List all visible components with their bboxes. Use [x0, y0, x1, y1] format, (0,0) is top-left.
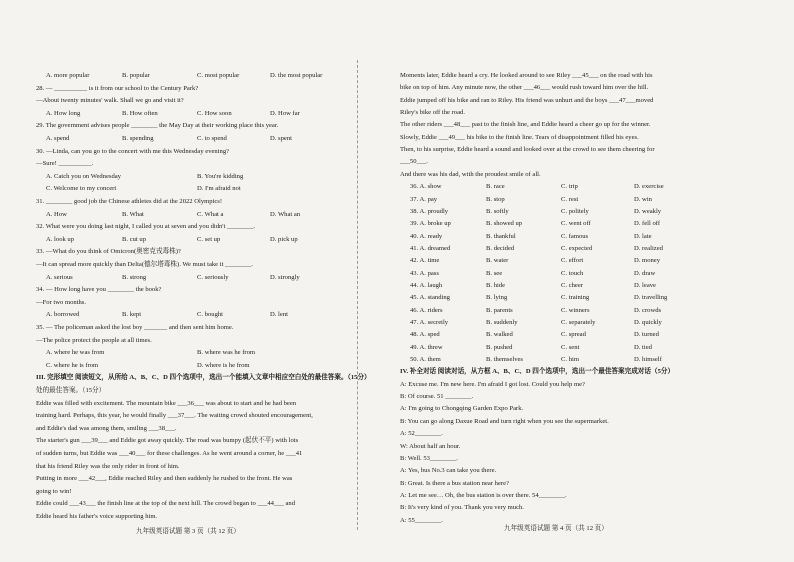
text-line: 处的最佳答案。（15分） [36, 387, 106, 394]
right-line [400, 493, 567, 500]
option-choice: D. travelling [634, 294, 668, 302]
option-choice: D. strongly [270, 273, 300, 281]
text-line: ___50___. [400, 158, 429, 166]
option-choice: C. training [561, 294, 590, 302]
text-line: Riley's bike off the road. [400, 109, 465, 117]
left-line [36, 249, 181, 256]
option-choice: D. the most popular [270, 72, 323, 79]
left-line [36, 413, 313, 420]
option-choice: B. softly [486, 207, 509, 215]
text-line: B: You can go along Daxue Road and turn right when you see the supermarket. [400, 417, 609, 425]
text-line: and Eddie's dad was among them, smiling ___38___. [36, 424, 177, 432]
left-line [36, 149, 229, 156]
option-choice: A. How [46, 210, 67, 218]
option-choice: C. most popular [197, 72, 240, 79]
text-line: B: It's very kind of you. Thank you very much. [400, 504, 524, 512]
option-choice: B. see [486, 269, 503, 277]
text-line: B: Well. 53________. [400, 454, 458, 462]
option-choice: 41. A. dreamed [410, 244, 451, 252]
fold-line [357, 60, 358, 530]
text-line: —For two months. [36, 298, 87, 306]
left-line [36, 161, 93, 168]
text-line: Then, to his surprise, Eddie heard a sound and looked over at the crowd to see them cheering for [400, 146, 655, 154]
option-choice: B. strong [122, 273, 147, 281]
option-choice: C. bought [197, 311, 224, 319]
text-line: IV. 补全对话 阅读对话，从方框 A、B、C、D 四个选项中，选出一个最佳答案完成对话（5分） [400, 368, 675, 376]
right-line [400, 505, 524, 512]
option-choice: D. What an [270, 210, 301, 218]
left-line [36, 401, 296, 408]
option-choice: A. spend [46, 135, 70, 142]
text-line: W: About half an hour. [400, 442, 461, 450]
left-line [36, 426, 177, 433]
right-line [400, 98, 653, 105]
option-choice: B. kept [122, 311, 142, 319]
text-line: 32. What were you doing last night, I called you at seven and you didn't ________. [36, 223, 255, 231]
text-line: And there was his dad, with the proudest smile of all. [400, 170, 541, 178]
option-choice: 38. A. proudly [410, 207, 449, 215]
text-line: III. 完形填空 阅读短文，从所给 A、B、C、D 四个选项中，选出一个能填入文章中相应空白处的最佳答案。（15分） [36, 374, 371, 382]
option-choice: D. spent [270, 135, 292, 142]
text-line: —It can spread more quickly than Delta(德尔塔毒株). We must take it ________. [36, 261, 254, 268]
left-line [36, 224, 255, 231]
option-choice: 48. A. sped [410, 331, 440, 339]
right-line [400, 406, 523, 413]
right-line [400, 394, 473, 401]
right-line [400, 122, 651, 129]
right-line [400, 369, 674, 376]
option-choice: 46. A. riders [410, 306, 443, 314]
option-choice: C. seriously [197, 273, 229, 281]
text-line: going to win! [36, 487, 72, 495]
option-choice: 36. A. show [410, 183, 442, 191]
left-line [36, 338, 152, 345]
option-choice: 50. A. them [410, 356, 441, 364]
right-line [400, 444, 460, 451]
option-choice: C. famous [561, 232, 589, 240]
option-choice: C. winners [561, 306, 590, 314]
text-line: bike on top of him. Any minute now, the other ___46___ would rush toward him over the hill. [400, 84, 649, 92]
text-line: Slowly, Eddie ___49___ his bike to the finish line. Tears of disappointment filled his eyes. [400, 133, 639, 141]
option-choice: A. How long [46, 109, 81, 117]
text-line: The other riders ___48___ past to the finish line, and Eddie heard a cheer go up for the winner. [400, 121, 651, 129]
text-line: B: Of course. 51 ________. [400, 393, 474, 401]
text-line: A: Yes, bus No.3 can take you there. [400, 467, 497, 475]
right-line [400, 110, 465, 117]
text-line: —The police protect the people at all times. [36, 336, 152, 344]
text-line: A: 55________. [400, 516, 443, 524]
right-page-footer: 九年级英语试题 第 4 页（共 12 页） [504, 525, 608, 532]
option-choice: 47. A. secretly [410, 319, 449, 326]
option-choice: B. walked [486, 331, 513, 339]
option-choice: D. late [634, 232, 652, 240]
option-choice: D. draw [634, 269, 656, 277]
option-choice: B. parents [486, 306, 513, 314]
option-choice: C. Welcome to my concert [46, 185, 117, 193]
option-choice: C. expected [561, 244, 593, 252]
text-line: Eddie jumped off his bike and ran to Riley. His friend was unhurt and the boys ___47___moved [400, 96, 654, 104]
option-choice: C. sent [561, 343, 580, 351]
right-line [400, 382, 585, 389]
option-choice: D. turned [634, 331, 659, 339]
option-choice: D. fell off [634, 220, 661, 228]
option-choice: C. to spend [197, 135, 227, 142]
option-choice: B. where was he from [197, 349, 256, 357]
text-line: A: Excuse me. I'm new here. I'm afraid I got lost. Could you help me? [400, 380, 585, 388]
right-page [400, 0, 730, 562]
option-choice: D. exercise [634, 183, 664, 191]
left-line [36, 325, 233, 332]
option-choice: B. suddenly [486, 319, 518, 326]
option-choice: D. tied [634, 343, 652, 351]
option-choice: B. popular [122, 72, 150, 79]
option-choice: 44. A. laugh [410, 281, 443, 289]
option-choice: C. spread [561, 331, 586, 339]
left-line [36, 451, 302, 458]
option-choice: B. spending [122, 135, 154, 142]
right-line [400, 85, 648, 92]
option-choice: D. weakly [634, 207, 662, 215]
text-line: Eddie could ___43___ the finish line at the top of the next hill. The crowd began to ___44___ and [36, 500, 295, 508]
text-line: A: I'm going to Chongqing Garden Expo Park. [400, 405, 524, 413]
option-choice: C. set up [197, 235, 221, 243]
option-choice: C. separately [561, 319, 596, 326]
option-choice: B. thankful [486, 232, 516, 240]
option-choice: B. hide [486, 281, 506, 289]
text-line: 29. The government advises people ________ the May Day at their working place this year. [36, 122, 279, 130]
text-line: B: Great. Is there a bus station near here? [400, 479, 509, 487]
right-line [400, 159, 428, 166]
left-line [36, 199, 222, 206]
left-line [36, 123, 278, 130]
left-line [36, 388, 105, 395]
option-choice: A. borrowed [46, 311, 80, 319]
right-line [400, 419, 609, 426]
option-choice: D. realized [634, 244, 663, 252]
right-line [400, 147, 655, 154]
option-choice: B. themselves [486, 356, 523, 364]
option-choice: A. serious [46, 273, 73, 281]
left-line [36, 501, 295, 508]
text-line: Moments later, Eddie heard a cry. He looked around to see Riley ___45___ on the road with his [400, 72, 653, 79]
option-choice: D. where is he from [197, 361, 250, 369]
left-line [36, 514, 157, 521]
text-line: 31. ________ good job the Chinese athletes did at the 2022 Olympics! [36, 198, 223, 205]
text-line: 35. — The policeman asked the lost boy _______ and then sent him home. [36, 324, 234, 331]
text-line: 33. —What do you think of Omicron(奥密克戎毒株)? [36, 248, 181, 256]
option-choice: B. race [486, 183, 505, 191]
option-choice: 43. A. pass [410, 269, 439, 277]
option-choice: 45. A. standing [410, 294, 450, 302]
option-choice: C. How soon [197, 109, 232, 117]
option-choice: 49. A. threw [410, 343, 443, 351]
option-choice: C. What a [197, 210, 224, 218]
option-choice: B. decided [486, 244, 515, 252]
text-line: Putting in more ___42___, Eddie reached Riley and then suddenly he rushed to the front. He was [36, 475, 293, 483]
option-choice: A. more popular [46, 72, 90, 79]
option-choice: D. lent [270, 311, 288, 319]
right-line [400, 135, 639, 142]
option-choice: 42. A. time [410, 257, 440, 265]
left-line [36, 464, 180, 471]
text-line: 34. — How long have you ________ the book? [36, 286, 162, 294]
option-choice: A. Catch you on Wednesday [46, 172, 121, 180]
text-line: Eddie was filled with excitement. The mountain bike ___36___ was about to start and he had been [36, 399, 297, 407]
text-line: —About twenty minutes' walk. Shall we go and visit it? [36, 97, 184, 105]
right-line [400, 481, 509, 488]
option-choice: B. lying [486, 294, 508, 302]
left-line [36, 86, 198, 93]
option-choice: D. win [634, 195, 652, 203]
text-line: A: 52________. [400, 430, 443, 438]
left-page-footer: 九年级英语试题 第 3 页（共 12 页） [136, 528, 240, 535]
left-line [36, 489, 72, 496]
option-choice: B. pushed [486, 343, 513, 351]
text-line: 28. — __________ is it from our school to the Century Park? [36, 84, 199, 92]
option-choice: A. where he was from [46, 349, 105, 357]
option-choice: B. How often [122, 109, 158, 117]
option-choice: 39. A. broke up [410, 220, 451, 228]
option-choice: B. You're kidding [197, 172, 244, 180]
right-line [400, 172, 541, 179]
option-choice: B. stop [486, 195, 505, 203]
left-line [36, 375, 371, 382]
option-choice: B. showed up [486, 220, 523, 228]
option-choice: C. touch [561, 269, 584, 277]
option-choice: D. leave [634, 281, 656, 289]
option-choice: D. pick up [270, 235, 298, 243]
option-choice: C. cheer [561, 281, 583, 289]
text-line: 30. —Linda, can you go to the concert with me this Wednesday evening? [36, 147, 230, 155]
right-line [400, 73, 653, 80]
option-choice: C. rest [561, 195, 579, 203]
text-line: —Sure! __________. [36, 160, 94, 168]
left-line [36, 98, 184, 105]
option-choice: D. How far [270, 109, 300, 117]
option-choice: C. trip [561, 183, 578, 191]
option-choice: B. water [486, 257, 509, 265]
option-choice: B. cut up [122, 235, 146, 243]
left-line [36, 476, 292, 483]
option-choice: D. money [634, 257, 661, 265]
left-line [36, 438, 298, 445]
option-choice: D. crowds [634, 306, 662, 314]
text-line: of sudden turns, but Eddie was ___40___ for these challenges. As he went around a corner, he ___41 [36, 450, 303, 457]
right-line [400, 456, 458, 463]
option-choice: A. look up [46, 235, 75, 243]
right-line [400, 518, 443, 525]
text-line: The starter's gun ___39___ and Eddie got away quickly. The road was bumpy (起伏不平) with lots [36, 437, 299, 445]
left-line [36, 287, 161, 294]
option-choice: B. What [122, 210, 144, 218]
right-line [400, 431, 443, 438]
option-choice: C. him [561, 356, 579, 364]
option-choice: 40. A. ready [410, 232, 443, 240]
text-line: that his friend Riley was the only rider in front of him. [36, 462, 180, 470]
right-line [400, 468, 496, 475]
option-choice: D. himself [634, 356, 662, 364]
left-line [36, 262, 253, 269]
left-line [36, 300, 86, 307]
option-choice: C. went off [561, 220, 591, 228]
text-line: Eddie heard his father's voice supporting him. [36, 513, 158, 520]
option-choice: C. politely [561, 207, 589, 215]
text-line: A: Let me see… Oh, the bus station is over there. 54________. [400, 491, 567, 499]
text-line: training hard. Perhaps, this year, he would finally ___37___. The waiting crowd shouted encouragement, [36, 412, 313, 420]
option-choice: D. I'm afraid not [197, 185, 241, 193]
option-choice: C. where he is from [46, 361, 99, 369]
option-choice: C. effort [561, 257, 584, 265]
option-choice: 37. A. pay [410, 195, 438, 203]
left-page [36, 0, 371, 562]
option-choice: D. quickly [634, 319, 662, 326]
